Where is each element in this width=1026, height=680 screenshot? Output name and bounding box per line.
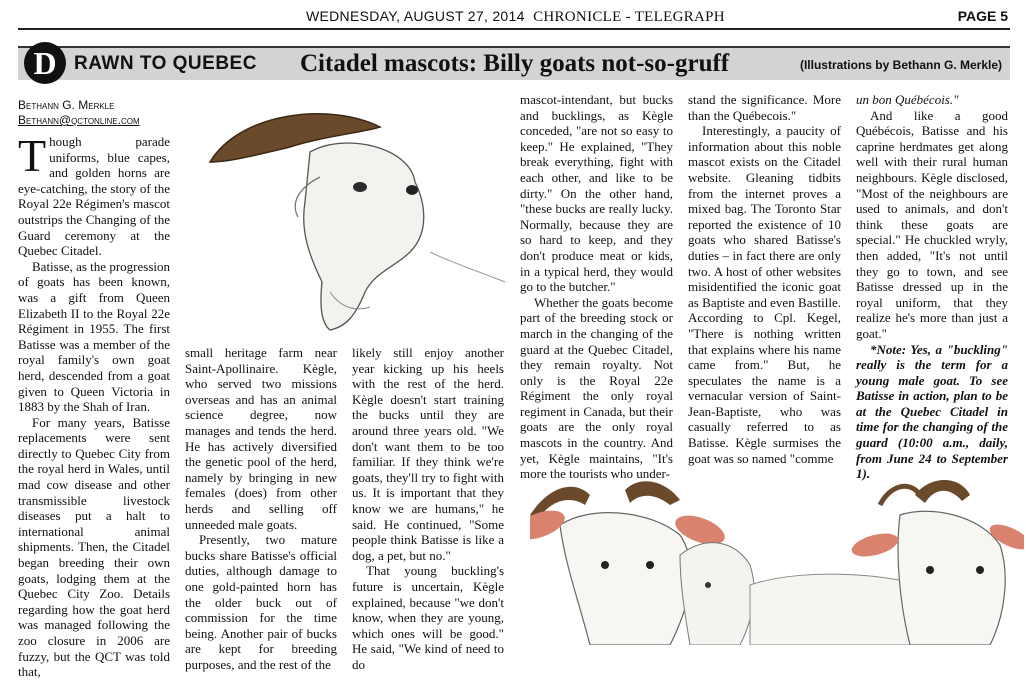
- paragraph: Presently, two mature bucks share Batisse's official duties, although damage to one gold-painted horn has the older buck out of commission for the time being. Another pair of bucks are kept for breeding purposes, and the rest of the: [185, 532, 337, 672]
- section-banner: [18, 46, 1010, 80]
- paragraph: That young buckling's future is uncertain, Kègle explained, because "we don't know, when they are young, which ones will be good." He said, "We kind of need to do: [352, 563, 504, 672]
- footnote: *Note: Yes, a "buckling" really is the term for a young male goat. To see Batisse in action, plan to be at the Quebec Citadel in time for the changing of the guard (10:00 a.m., daily, from June 24 to September 1).: [856, 341, 1008, 482]
- paragraph: Whether the goats become part of the breeding stock or march in the changing of the guard at the Quebec Citadel, they remain royalty. Not only is the Royal 22e Régiment the only royal regiment in Canada, but their goats are the only royal mascots in the country. And yet, Kègle maintains, "It's more the tourists who under-: [520, 294, 673, 482]
- column-5: [688, 92, 841, 466]
- column-6: [856, 92, 1008, 482]
- column-3: [352, 345, 504, 672]
- paragraph: small heritage farm near Saint-Apollinaire. Kègle, who served two missions overseas and has an animal science degree, now manages and tends the herd. He has actively diversified the genetic pool of the herd, namely by bringing in new females (does) from other herds and selling off unneeded male goats.: [185, 345, 337, 532]
- paragraph: For many years, Batisse replacements were sent directly to Quebec City from the royal herd in Wales, until mad cow disease and other transmissible livestock diseases put a halt to international animal shipments. Then, the Citadel began breeding their own goats, lodging them at the Quebec City Zoo. Details regarding how the goat herd was managed following the zoo closure in 2006 are fuzzy, but the QCT was told that,: [18, 414, 170, 680]
- paragraph: mascot-intendant, but bucks and bucklings, as Kègle conceded, "are not so easy to keep." He explained, "They break everything, fight with each other, and like to be dirty." On the other hand, "these bucks are really lucky. Normally, because they are so hard to keep, and they don't produce meat or kids, in a typical herd, they would go to the butcher.": [520, 92, 673, 295]
- paragraph: Interestingly, a paucity of information about this noble mascot exists on the Citadel website. Gleaning tidbits from the internet proves a mixed bag. The Toronto Star reported the existence of 10 goats who shared Batisse's duties – in fact there are only two. A host of other websites misidentified the iconic goat as Baptiste and even Bastille. According to Cpl. Kegel, "There is nothing written that explains where his name came from." But, he speculates the name is a vernacular version of Saint-Jean-Baptiste, who was casually referred to as Batisse. Kègle surmises the goat was so named "comme: [688, 123, 841, 466]
- lead-paragraph: Though parade uniforms, blue capes, and golden horns are eye-catching, the story of the Royal 22e Régimen's mascot outstrips the Changing of the Guard ceremony at the Quebec Citadel.: [18, 130, 170, 259]
- paragraph: un bon Québécois.": [856, 92, 959, 107]
- paragraph: And like a good Québécois, Batisse and his caprine herdmates get along well with their rural human neighbours. Kègle disclosed, "Most of the neighbours are used to animals, and don't think these goats are special." He chuckled wryly, then added, "It's not until they go to town, and see Batisse dressed up in the royal uniform, that they realize he's more than just a goat.": [856, 107, 1008, 341]
- section-title: RAWN TO QUEBEC: [74, 53, 257, 74]
- masthead-date: WEDNESDAY, AUGUST 27, 2014 CHRONICLE - TELEGRAPH: [306, 8, 725, 25]
- byline-email: Bethann@qctonline.com: [18, 113, 140, 127]
- paragraph: stand the significance. More than the Québecois.": [688, 92, 841, 123]
- paragraph: Batisse, as the progression of goats has been known, was a gift from Queen Elizabeth II to the Royal 22e Régiment in 1955. The first Batisse was a member of the royal family's own goat herd, descended from a goat given to Queen Victoria in 1883 by the Shah of Iran.: [18, 258, 170, 415]
- byline-name: Bethann G. Merkle: [18, 98, 115, 112]
- drop-cap: T: [18, 130, 47, 181]
- page-number: PAGE 5: [957, 8, 1008, 24]
- article-headline: Citadel mascots: Billy goats not-so-gruff: [300, 50, 730, 77]
- column-1: [18, 98, 170, 680]
- paragraph: likely still enjoy another year kicking up his heels with the rest of the herd. Kègle doesn't start training the bucks until they are around three years old. "We don't want them to be too familiar. If they think we're goats, they'll try to fight with us. It is important that they know we are humans," he said. He continued, "Some people think Batisse is like a dog, a pet, but no.": [352, 345, 504, 563]
- masthead: [18, 6, 1010, 30]
- goat-head-illustration: [180, 92, 510, 332]
- section-logo: D: [24, 42, 66, 84]
- illustration-credit: (Illustrations by Bethann G. Merkle): [799, 58, 1002, 72]
- goats-herd-illustration: [530, 475, 1024, 645]
- column-2: [185, 345, 337, 672]
- column-4: [520, 92, 673, 482]
